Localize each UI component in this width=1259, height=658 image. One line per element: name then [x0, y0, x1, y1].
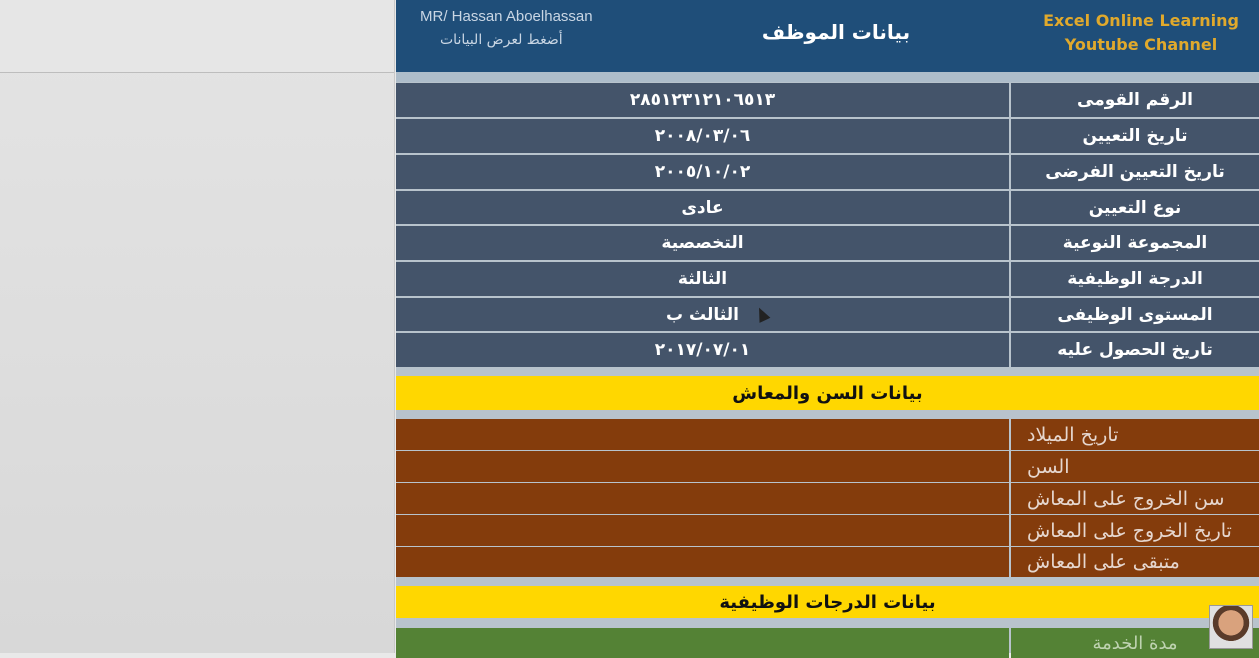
job-grade-label: الدرجة الوظيفية	[1011, 262, 1259, 296]
table-row	[396, 119, 1259, 153]
remaining-to-retirement-label: متبقى على المعاش	[1011, 547, 1259, 577]
national-id-value[interactable]: ٢٨٥١٢٣١٢١٠٦٥١٣	[396, 83, 1009, 117]
job-level-label: المستوى الوظيفى	[1011, 298, 1259, 331]
group-value[interactable]: التخصصية	[396, 226, 1009, 260]
service-duration-value[interactable]	[396, 628, 1009, 658]
retirement-date-value[interactable]	[396, 515, 1009, 546]
age-label: السن	[1011, 451, 1259, 482]
employee-sheet	[396, 0, 1259, 653]
retirement-date-label: تاريخ الخروج على المعاش	[1011, 515, 1259, 546]
sheet-header	[396, 0, 1259, 72]
table-row	[396, 547, 1259, 577]
table-row	[396, 155, 1259, 189]
table-row	[396, 483, 1259, 514]
assumed-hire-date-label: تاريخ التعيين الفرضى	[1011, 155, 1259, 189]
table-row	[396, 333, 1259, 367]
birth-date-value[interactable]	[396, 419, 1009, 450]
table-row	[396, 419, 1259, 450]
job-grade-value[interactable]: الثالثة	[396, 262, 1009, 296]
table-row	[396, 515, 1259, 546]
table-row	[396, 628, 1259, 658]
hire-date-value[interactable]: ٢٠٠٨/٠٣/٠٦	[396, 119, 1009, 153]
age-value[interactable]	[396, 451, 1009, 482]
remaining-to-retirement-value[interactable]	[396, 547, 1009, 577]
table-row	[396, 226, 1259, 260]
presenter-avatar	[1209, 605, 1253, 649]
service-duration-label: مدة الخدمة	[1011, 628, 1259, 658]
level-date-value[interactable]: ٢٠١٧/٠٧/٠١	[396, 333, 1009, 367]
group-label: المجموعة النوعية	[1011, 226, 1259, 260]
appointment-type-value[interactable]: عادى	[396, 191, 1009, 224]
table-row	[396, 191, 1259, 224]
birth-date-label: تاريخ الميلاد	[1011, 419, 1259, 450]
assumed-hire-date-value[interactable]: ٢٠٠٥/١٠/٠٢	[396, 155, 1009, 189]
appointment-type-label: نوع التعيين	[1011, 191, 1259, 224]
header-divider	[396, 72, 1259, 82]
channel-name-line2: Youtube Channel	[1064, 35, 1218, 54]
left-panel	[0, 0, 395, 653]
retirement-age-label: سن الخروج على المعاش	[1011, 483, 1259, 514]
age-pension-section-title: بيانات السن والمعاش	[396, 376, 1259, 410]
author-label: MR/ Hassan Aboelhassan	[420, 8, 593, 25]
table-row	[396, 451, 1259, 482]
left-panel-header	[0, 0, 394, 73]
table-row	[396, 298, 1259, 331]
table-row	[396, 83, 1259, 117]
hire-date-label: تاريخ التعيين	[1011, 119, 1259, 153]
national-id-label: الرقم القومى	[1011, 83, 1259, 117]
grades-section-title: بيانات الدرجات الوظيفية	[396, 586, 1259, 618]
level-date-label: تاريخ الحصول عليه	[1011, 333, 1259, 367]
channel-name-line1: Excel Online Learning	[1043, 11, 1239, 30]
job-level-value[interactable]: الثالث ب	[396, 298, 1009, 331]
retirement-age-value[interactable]	[396, 483, 1009, 514]
page-title: بيانات الموظف	[761, 20, 911, 44]
table-row	[396, 262, 1259, 296]
show-data-hint[interactable]: أضغط لعرض البيانات	[440, 32, 563, 48]
